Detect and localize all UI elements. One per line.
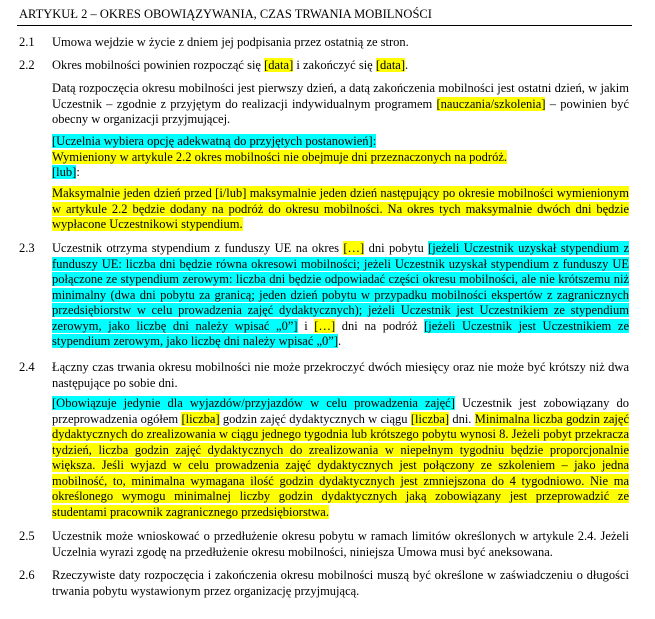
article-title: ARTYKUŁ 2 – OKRES OBOWIĄZYWANIA, CZAS TRWANIA MOBILNOŚCI (19, 7, 432, 21)
date-placeholder: [data] (375, 58, 406, 72)
teaching-only-note: [Obowiązuje jedynie dla wyjazdów/przyjazdów w celu prowadzenia zajęć] (52, 396, 455, 410)
section-number-2-1: 2.1 (19, 35, 35, 49)
days-placeholder: [liczba] (410, 411, 450, 426)
section-2-3-text: Uczestnik otrzyma stypendium z funduszy UE na okres […] dni pobytu [jeżeli Uczestnik uzyskał stypendium z funduszy UE: liczba dni będzie równa okresowi mobilności; jeżeli Uczestnik uzyskał stypendium z funduszy UE połączone ze stypendium zerowym: liczba dni będzie odpowiadać części okresu mobilności, ale nie krótszemu niż minimalny (dwa dni pobytu za granicą; jeden dzień pobytu w przypadku mobilności ekspertów z zagranicznych przedsiębiorstw w celu prowadzenia zajęć dydaktycznych); jeżeli Uczestnik jest Uczestnikiem ze stypendium zerowym, jako liczbę dni należy wpisać „0”] i […] dni na podróż [jeżeli Uczestnik jest Uczestnikiem ze stypendium zerowym, jako liczbę dni należy wpisać „0”]. (52, 241, 629, 348)
section-2-4-teaching-clause: [Obowiązuje jedynie dla wyjazdów/przyjazdów w celu prowadzenia zajęć] Uczestnik jest zobowiązany do przeprowadzenia ogółem [liczba] godzin zajęć dydaktycznych w ciągu [liczba] dni. Minimalna liczba godzin zajęć dydaktycznych do zrealizowania w ciągu jednego tygodnia lub krótszego pobytu wynosi 8. Jeżeli pobyt przekracza tydzień, liczba godzin zajęć dydaktycznych do zrealizowania w niepełnym tygodniu będzie proporcjonalnie większa. Jeśli wyjazd w celu prowadzenia zajęć dydaktycznych jest połączony ze szkoleniem – jako jedna mobilność, to, minimalna wymagana ilość godzin dydaktycznych jest zmniejszona do 4 tygodniowo. Nie ma określonego wymogu minimalnej liczby godzin dydaktycznych jaką zobowiązany jest przeprowadzić ze studentami pracownik zagranicznego przedsiębiorstwa. (52, 396, 630, 519)
section-2-2-definition: Datą rozpoczęcia okresu mobilności jest pierwszy dzień, a datą zakończenia mobilności jest ostatni dzień, w jakim Uczestnik – zgodnie z przyjętym do realizacji indywidualnym programem [nauczania/szkolenia] – powinien być obecny w organizacji przyjmującej. (52, 81, 630, 126)
section-number-2-2: 2.2 (19, 58, 35, 72)
or-option-marker: [lub] (52, 165, 77, 179)
travel-days-placeholder: […] (314, 318, 336, 333)
travel-days-excluded-option: Wymieniony w artykule 2.2 okres mobilności nie obejmuje dni przeznaczonych na podróż. (52, 149, 508, 164)
section-number-2-3: 2.3 (19, 241, 35, 255)
section-2-2-travel-days-option: Maksymalnie jeden dzień przed [i/lub] maksymalnie jeden dzień następujący po okresie mobilności wymienionym w artykule 2.2 będzie dodany na podróż do okresu mobilności. Na okres tych maksymalnie dwóch dni będzie wypłacone Uczestnikowi stypendium. (52, 186, 629, 231)
section-2-1-text: Umowa wejdzie w życie z dniem jej podpisania przez ostatnią ze stron. (52, 35, 409, 49)
travel-days-instruction-note: [jeżeli Uczestnik jest Uczestnikiem ze stypendium zerowym, jako liczbę dni należy wpisać „0”] (52, 318, 629, 348)
program-placeholder: [nauczania/szkolenia] (436, 96, 546, 111)
title-underline (17, 25, 632, 26)
section-number-2-5: 2.5 (19, 529, 35, 543)
days-placeholder: […] (343, 241, 365, 255)
section-2-6-text: Rzeczywiste daty rozpoczęcia i zakończenia okresu mobilności muszą być określone w zaświadczeniu o długości trwania pobytu wystawionym przez organizację przyjmującą. (52, 568, 629, 598)
section-2-2-text: Okres mobilności powinien rozpocząć się [data] i zakończyć się [data]. (52, 58, 409, 72)
section-2-5-text: Uczestnik może wnioskować o przedłużenie okresu pobytu w ramach limitów określonych w artykule 2.4. Jeżeli Uczelnia wyrazi zgodę na przedłużenie okresu mobilności, niniejsza Umowa musi być aneksowana. (52, 529, 629, 559)
university-option-note: [Uczelnia wybiera opcję adekwatną do przyjętych postanowień]: (52, 134, 377, 148)
date-placeholder: [data] (264, 58, 294, 72)
section-number-2-6: 2.6 (19, 568, 35, 582)
minimum-hours-text: Minimalna liczba godzin zajęć dydaktycznych do zrealizowania w ciągu jednego tygodnia lub krótszego pobytu wynosi 8. Jeżeli pobyt przekracza tydzień, liczba godzin zajęć dydaktycznych do zrealizowania w niepełnym tygodniu będzie proporcjonalnie większa. Jeśli wyjazd w celu prowadzenia zajęć dydaktycznych jest połączony ze szkoleniem – jako jedna mobilność, to, minimalna wymagana ilość godzin dydaktycznych jest zmniejszona do 4 tygodniowo. Nie ma określonego wymogu minimalnej liczby godzin dydaktycznych jaką zobowiązany jest przeprowadzić ze studentami pracownik zagranicznego przedsiębiorstwa. (52, 411, 630, 519)
section-number-2-4: 2.4 (19, 360, 35, 374)
days-instruction-note: [jeżeli Uczestnik uzyskał stypendium z funduszy UE: liczba dni będzie równa okresowi mobilności; jeżeli Uczestnik uzyskał stypendium z funduszy UE połączone ze stypendium zerowym: liczba dni będzie odpowiadać części okresu mobilności, ale nie krótszemu niż minimalny (dwa dni pobytu za granicą; jeden dzień pobytu w przypadku mobilności ekspertów z zagranicznych przedsiębiorstw w celu prowadzenia zajęć dydaktycznych); jeżeli Uczestnik jest Uczestnikiem ze stypendium zerowym, jako liczbę dni należy wpisać „0”] (52, 241, 629, 333)
hours-placeholder: [liczba] (181, 411, 220, 426)
section-2-4-text: Łączny czas trwania okresu mobilności nie może przekroczyć dwóch miesięcy oraz nie może być krótszy niż dwa następujące po sobie dni. (52, 360, 629, 390)
section-2-2-option-note: [Uczelnia wybiera opcję adekwatną do przyjętych postanowień]: Wymieniony w artykule 2.2 okres mobilności nie obejmuje dni przeznaczonych na podróż. [lub]: (52, 134, 508, 179)
